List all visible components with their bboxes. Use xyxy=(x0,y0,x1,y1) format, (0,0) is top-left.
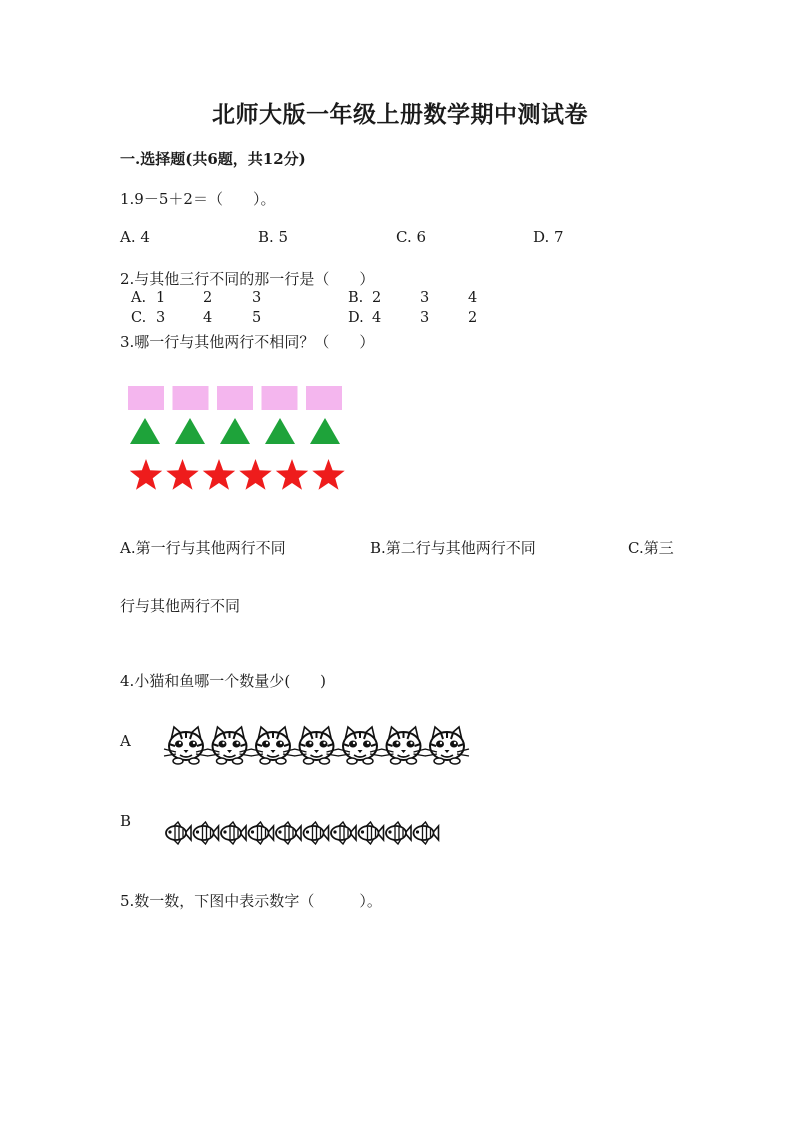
option-b-label: B. xyxy=(348,290,364,306)
question-3-option-b[interactable]: B.第二行与其他两行不同 xyxy=(370,539,536,557)
page-title: 北师大版一年级上册数学期中测试卷 xyxy=(212,101,588,128)
option-a-number: 2 xyxy=(203,290,213,306)
question-1-option-b[interactable]: B. 5 xyxy=(258,228,289,246)
fish-icon xyxy=(166,822,191,844)
question-2-stem: 2.与其他三行不同的那一行是（ ） xyxy=(120,270,375,288)
cat-icon xyxy=(338,727,382,764)
section-heading: 一.选择题(共6题，共12分) xyxy=(120,150,306,168)
question-3-option-a[interactable]: A.第一行与其他两行不同 xyxy=(120,539,286,557)
question-4-option-b-label[interactable]: B xyxy=(120,812,132,830)
question-3-stem: 3.哪一行与其他两行不相同？（ ） xyxy=(120,333,375,351)
option-d-number: 3 xyxy=(420,310,430,326)
question-1-option-c[interactable]: C. 6 xyxy=(396,228,427,246)
option-a-number: 1 xyxy=(156,290,166,306)
question-4-stem: 4.小猫和鱼哪一个数量少( ) xyxy=(120,672,327,690)
option-c-number: 5 xyxy=(252,310,262,326)
cat-icon xyxy=(208,727,252,764)
cat-icon xyxy=(382,727,426,764)
option-d-label: D. xyxy=(348,310,364,326)
question-4-option-a-label[interactable]: A xyxy=(120,732,131,750)
question-5-stem: 5.数一数，下图中表示数字（ ）。 xyxy=(120,892,382,910)
option-b-number: 3 xyxy=(420,290,430,306)
option-c-number: 4 xyxy=(203,310,213,326)
fish-icon xyxy=(304,822,329,844)
question-1-stem: 1.9－5＋2＝（ ）。 xyxy=(120,190,276,208)
option-b-number: 4 xyxy=(468,290,478,306)
option-c-number: 3 xyxy=(156,310,166,326)
fish-icon xyxy=(331,822,356,844)
cat-icon xyxy=(295,727,339,764)
fish-icon xyxy=(194,822,219,844)
fish-icon xyxy=(414,822,439,844)
fish-icon xyxy=(359,822,384,844)
option-a-number: 3 xyxy=(252,290,262,306)
option-b-number: 2 xyxy=(372,290,382,306)
option-c-label: C. xyxy=(131,310,147,326)
fish-icon xyxy=(386,822,411,844)
question-1-option-a[interactable]: A. 4 xyxy=(120,228,150,246)
cat-icon xyxy=(425,727,469,764)
cat-icon xyxy=(251,727,295,764)
fish-icon xyxy=(249,822,274,844)
option-d-number: 2 xyxy=(468,310,478,326)
question-1-option-d[interactable]: D. 7 xyxy=(533,228,564,246)
fish-icon xyxy=(276,822,301,844)
fish-icon xyxy=(221,822,246,844)
question-3-option-c[interactable]: C.第三 xyxy=(628,539,674,557)
question-3-option-c-continued: 行与其他两行不同 xyxy=(120,597,241,615)
cat-icon xyxy=(164,727,208,764)
option-a-label: A. xyxy=(131,290,147,306)
option-d-number: 4 xyxy=(372,310,382,326)
